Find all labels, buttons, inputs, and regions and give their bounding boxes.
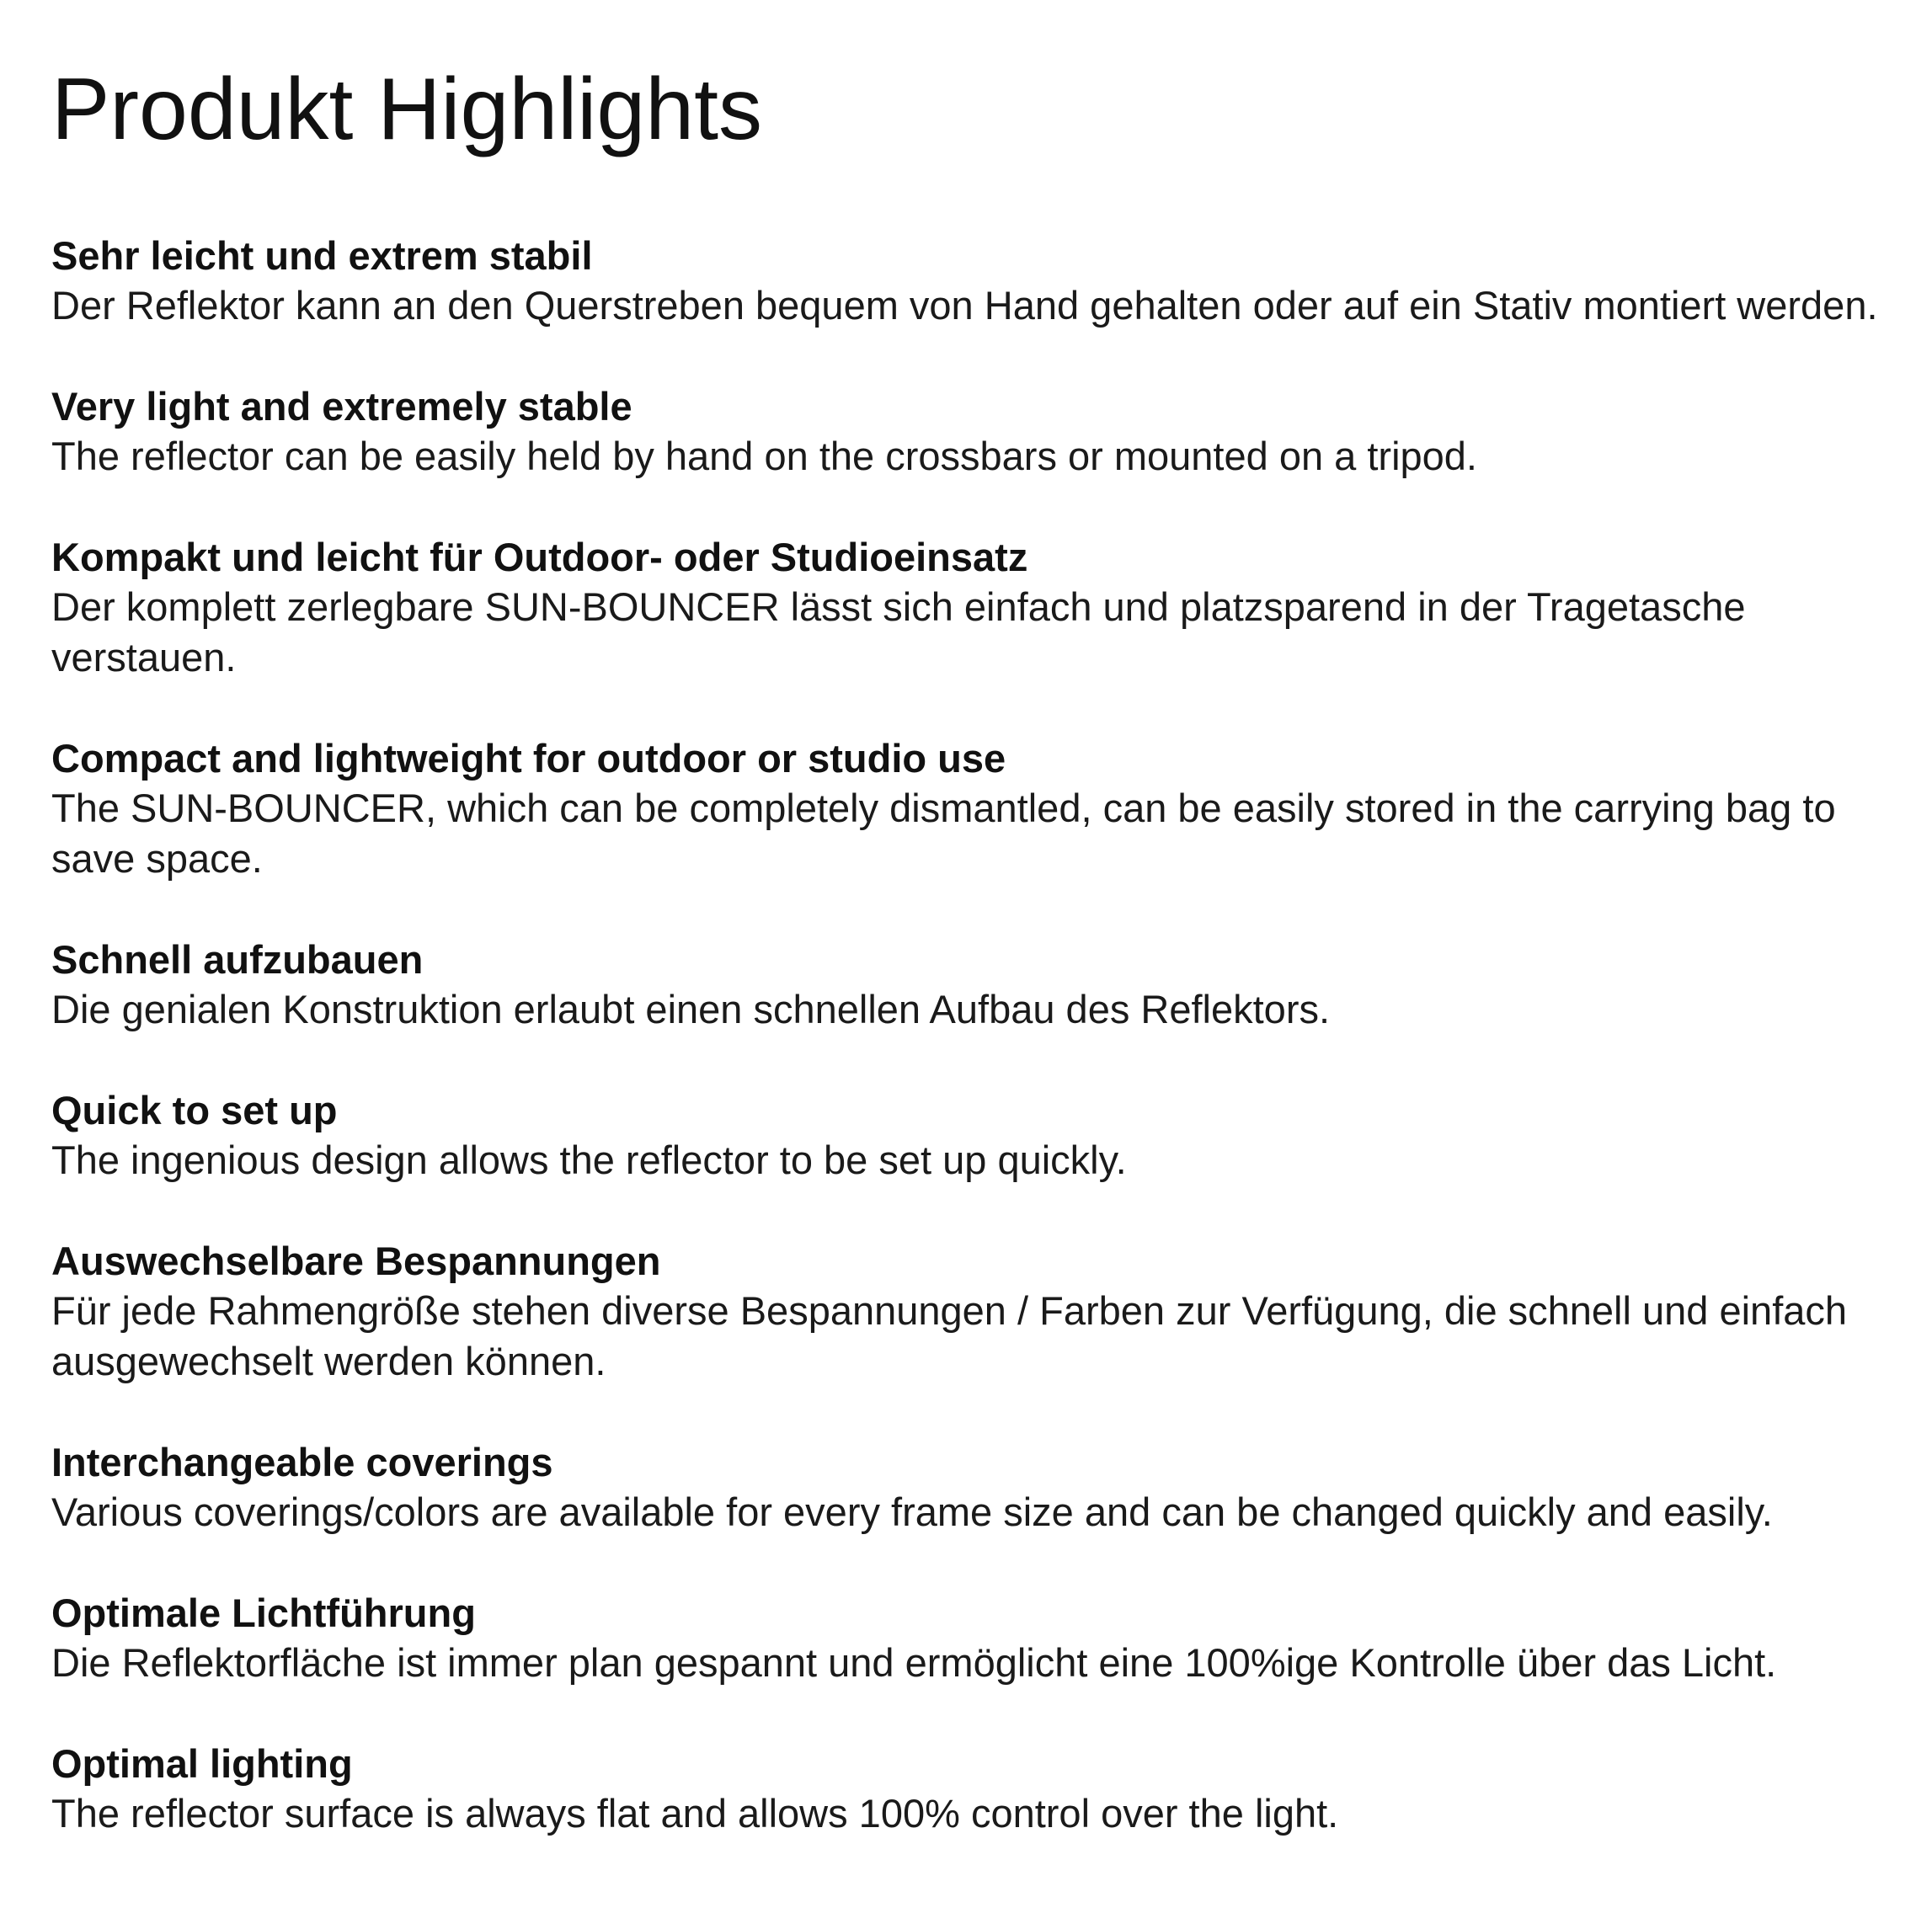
highlight-section (51, 532, 1887, 683)
section-body: The SUN-BOUNCER, which can be completely dismantled, can be easily stored in the carrying bag to save space. (51, 786, 1836, 881)
section-body: The reflector surface is always flat and allows 100% control over the light. (51, 1791, 1339, 1836)
section-heading: Optimal lighting (51, 1741, 353, 1786)
highlight-section (51, 935, 1887, 1035)
section-body: Die Reflektorfläche ist immer plan gespannt und ermöglicht eine 100%ige Kontrolle über das Licht. (51, 1640, 1777, 1685)
section-heading: Very light and extremely stable (51, 384, 632, 429)
section-heading: Quick to set up (51, 1088, 338, 1132)
section-body: Für jede Rahmengröße stehen diverse Bespannungen / Farben zur Verfügung, die schnell und einfach ausgewechselt werden können. (51, 1288, 1848, 1383)
section-heading: Optimale Lichtführung (51, 1591, 476, 1635)
section-heading: Kompakt und leicht für Outdoor- oder Studioeinsatz (51, 535, 1028, 579)
highlight-section (51, 1085, 1887, 1186)
section-heading: Sehr leicht und extrem stabil (51, 233, 593, 278)
highlight-section (51, 381, 1887, 482)
highlight-section (51, 1739, 1887, 1839)
highlight-section (51, 1236, 1887, 1387)
section-body: Der komplett zerlegbare SUN-BOUNCER lässt sich einfach und platzsparend in der Tragetasche verstauen. (51, 584, 1746, 679)
section-heading: Interchangeable coverings (51, 1440, 553, 1484)
page-title: Produkt Highlights (51, 61, 762, 158)
section-body: The ingenious design allows the reflector to be set up quickly. (51, 1138, 1127, 1182)
section-body: The reflector can be easily held by hand on the crossbars or mounted on a tripod. (51, 434, 1477, 478)
highlight-section (51, 1588, 1887, 1688)
section-heading: Compact and lightweight for outdoor or studio use (51, 736, 1006, 781)
highlight-section (51, 1437, 1887, 1537)
section-body: Various coverings/colors are available for every frame size and can be changed quickly and easily. (51, 1489, 1773, 1534)
section-heading: Schnell aufzubauen (51, 937, 424, 982)
section-heading: Auswechselbare Bespannungen (51, 1239, 661, 1283)
section-body: Die genialen Konstruktion erlaubt einen schnellen Aufbau des Reflektors. (51, 987, 1331, 1031)
highlight-section (51, 231, 1887, 331)
highlights-page (51, 59, 1887, 1889)
section-body: Der Reflektor kann an den Querstreben bequem von Hand gehalten oder auf ein Stativ montiert werden. (51, 283, 1878, 328)
highlight-section (51, 733, 1887, 884)
